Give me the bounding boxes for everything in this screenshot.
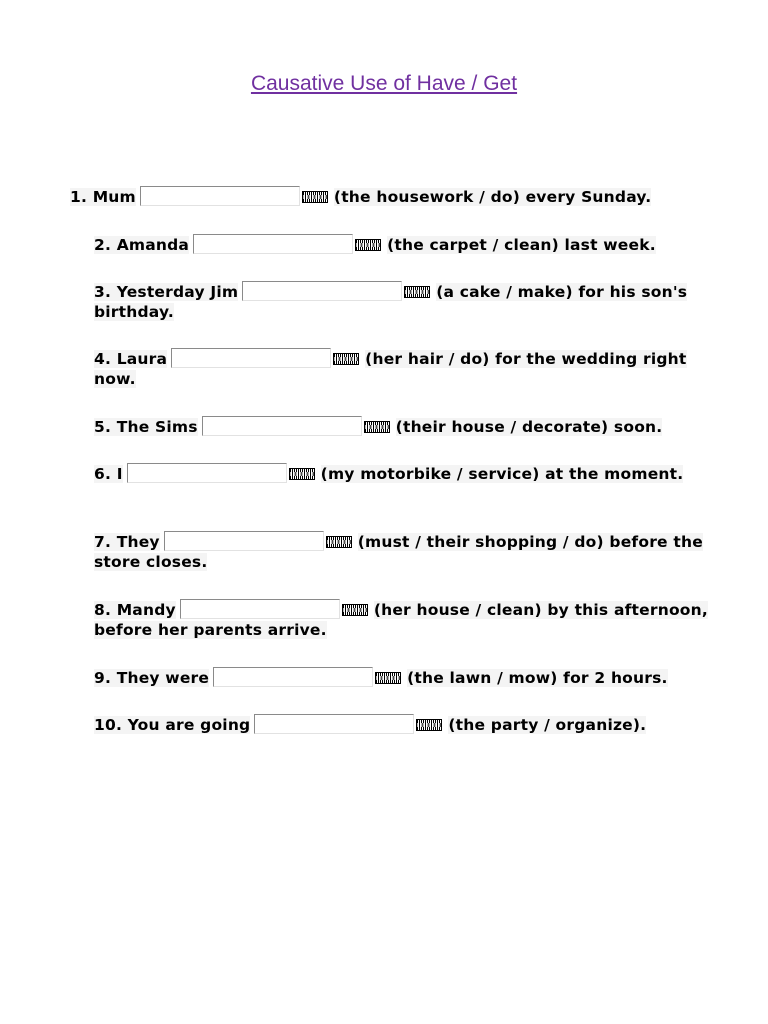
answer-field-9[interactable] xyxy=(213,667,373,687)
item-number: 3. xyxy=(94,283,112,301)
list-item xyxy=(94,714,724,735)
keyboard-icon[interactable] xyxy=(404,286,430,298)
answer-field-4[interactable] xyxy=(171,348,331,368)
list-item xyxy=(94,531,724,572)
item-prefix: Amanda xyxy=(116,236,190,254)
list-item xyxy=(94,667,724,688)
item-prefix: Yesterday Jim xyxy=(116,283,239,301)
list-item xyxy=(94,416,724,437)
keyboard-icon[interactable] xyxy=(375,672,401,684)
item-suffix: (a cake / make) for his son's birthday. xyxy=(94,283,688,321)
item-number: 6. xyxy=(94,465,112,483)
item-suffix: (their house / decorate) soon. xyxy=(395,418,663,436)
item-prefix: I xyxy=(116,465,123,483)
answer-field-2[interactable] xyxy=(193,234,353,254)
item-prefix: They were xyxy=(116,669,210,687)
answer-field-7[interactable] xyxy=(164,531,324,551)
item-number: 5. xyxy=(94,418,112,436)
keyboard-icon[interactable] xyxy=(416,719,442,731)
item-number: 4. xyxy=(94,350,112,368)
keyboard-icon[interactable] xyxy=(302,191,328,203)
keyboard-icon[interactable] xyxy=(326,536,352,548)
keyboard-icon[interactable] xyxy=(333,353,359,365)
item-suffix: (my motorbike / service) at the moment. xyxy=(320,465,684,483)
item-suffix: (the lawn / mow) for 2 hours. xyxy=(407,669,668,687)
keyboard-icon[interactable] xyxy=(342,604,368,616)
answer-field-10[interactable] xyxy=(254,714,414,734)
item-number: 8. xyxy=(94,601,112,619)
item-prefix: They xyxy=(116,533,160,551)
answer-field-3[interactable] xyxy=(242,281,402,301)
answer-field-8[interactable] xyxy=(180,599,340,619)
item-number: 7. xyxy=(94,533,112,551)
list-item xyxy=(94,599,724,640)
item-suffix: (the carpet / clean) last week. xyxy=(387,236,656,254)
keyboard-icon[interactable] xyxy=(355,239,381,251)
page-title: Causative Use of Have / Get xyxy=(250,72,518,95)
item-suffix: (her hair / do) for the wedding right now. xyxy=(94,350,687,388)
list-item xyxy=(94,281,724,322)
item-prefix: You are going xyxy=(127,716,251,734)
item-prefix: Mum xyxy=(92,188,136,206)
item-prefix: The Sims xyxy=(116,418,198,436)
item-suffix: (the party / organize). xyxy=(448,716,647,734)
item-number: 2. xyxy=(94,236,112,254)
list-item xyxy=(94,234,724,255)
item-suffix: (her house / clean) by this afternoon, before her parents arrive. xyxy=(94,601,708,639)
answer-field-1[interactable] xyxy=(140,186,300,206)
item-number: 1. xyxy=(70,188,88,206)
list-item xyxy=(94,348,724,389)
answer-field-5[interactable] xyxy=(202,416,362,436)
item-number: 10. xyxy=(94,716,123,734)
item-suffix: (must / their shopping / do) before the store closes. xyxy=(94,533,703,571)
keyboard-icon[interactable] xyxy=(289,468,315,480)
list-item xyxy=(70,186,730,207)
answer-field-6[interactable] xyxy=(127,463,287,483)
item-prefix: Mandy xyxy=(116,601,176,619)
item-prefix: Laura xyxy=(116,350,168,368)
item-suffix: (the housework / do) every Sunday. xyxy=(333,188,652,206)
list-item xyxy=(94,463,724,484)
keyboard-icon[interactable] xyxy=(364,421,390,433)
item-number: 9. xyxy=(94,669,112,687)
